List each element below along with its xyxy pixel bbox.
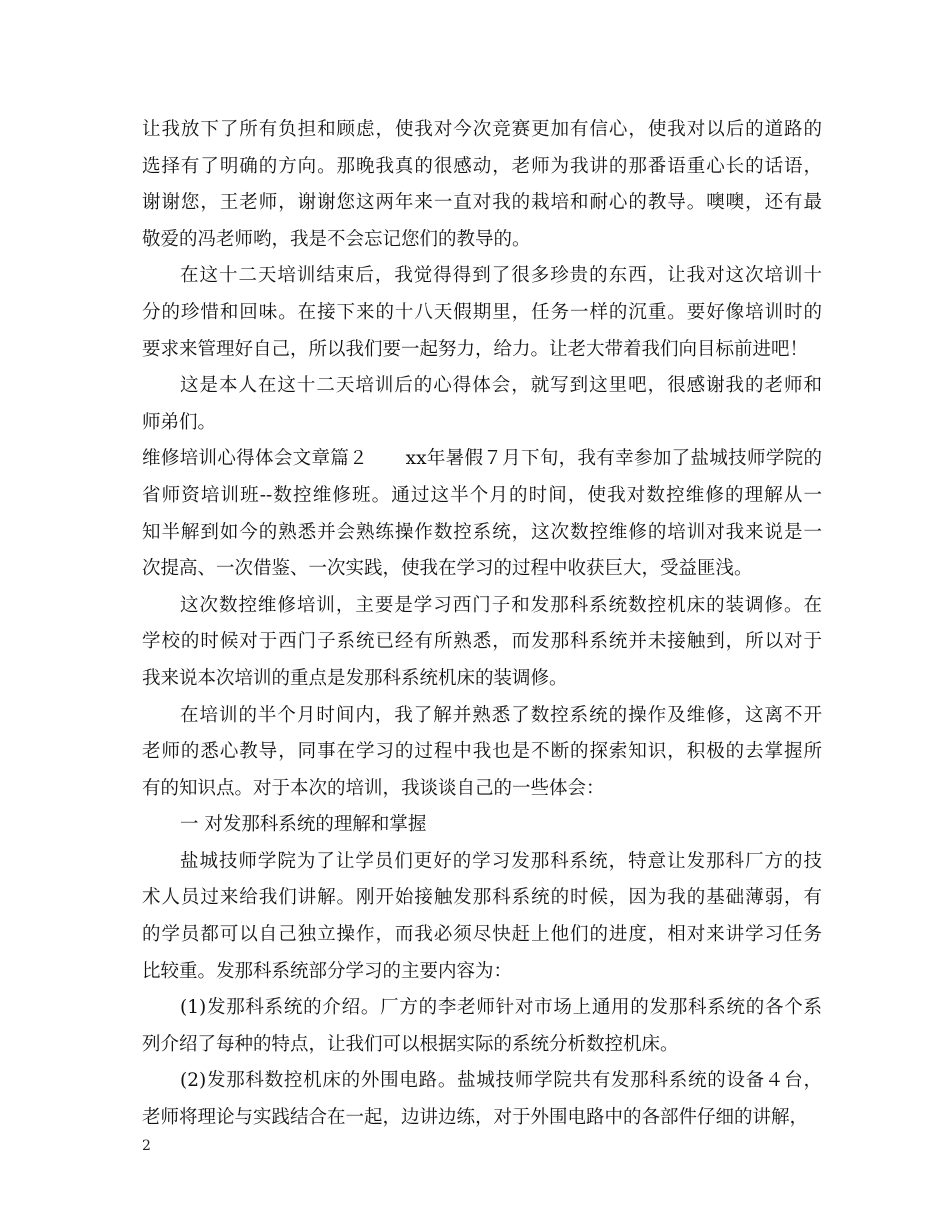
- text-line: 要求来管理好自己，所以我们要一起努力，给力。让老大带着我们向目标前进吧！: [142, 338, 809, 360]
- text-line: 谢谢您，王老师，谢谢您这两年来一直对我的栽培和耐心的教导。噢噢，还有最: [142, 192, 822, 214]
- text-line: (2)发那科数控机床的外围电路。盐城技师学院共有发那科系统的设备４台，: [180, 1070, 822, 1092]
- paragraph: [142, 698, 822, 808]
- text-line: 学校的时候对于西门子系统已经有所熟悉，而发那科系统并未接触到，所以对于: [142, 631, 822, 653]
- text-line: 我来说本次培训的重点是发那科系统机床的装调修。: [142, 667, 568, 689]
- text-line: 次提高、一次借鉴、一次实践，使我在学习的过程中收获巨大，受益匪浅。: [142, 558, 753, 580]
- text-line: 知半解到如今的熟悉并会熟练操作数控系统，这次数控维修的培训对我来说是一: [142, 521, 822, 543]
- paragraph: [142, 112, 822, 258]
- paragraph: [142, 1063, 822, 1136]
- text-line: 让我放下了所有负担和顾虑，使我对今次竞赛更加有信心，使我对以后的道路的: [142, 119, 822, 140]
- text-line: 一 对发那科系统的理解和掌握: [180, 814, 427, 836]
- text-line: 比较重。发那科系统部分学习的主要内容为：: [142, 960, 513, 982]
- text-line: 老师将理论与实践结合在一起，边讲边练，对于外围电路中的各部件仔细的讲解，: [142, 1107, 809, 1129]
- page-number: 2: [142, 1138, 151, 1154]
- text-line: 在这十二天培训结束后，我觉得得到了很多珍贵的东西，让我对这次培训十: [180, 265, 822, 287]
- paragraph: [142, 990, 822, 1063]
- text-line: 盐城技师学院为了让学员们更好的学习发那科系统，特意让发那科厂方的技: [180, 850, 822, 872]
- document-body: [142, 112, 822, 1137]
- text-line: 分的珍惜和回味。在接下来的十八天假期里，任务一样的沉重。要好像培训时的: [142, 301, 822, 323]
- text-line: 在培训的半个月时间内，我了解并熟悉了数控系统的操作及维修，这离不开: [180, 704, 822, 726]
- paragraph: [142, 258, 822, 368]
- text-line: 选择有了明确的方向。那晚我真的很感动，老师为我讲的那番语重心长的话语，: [142, 155, 822, 177]
- text-line: 维修培训心得体会文章篇２ xx年暑假７月下旬，我有幸参加了盐城技师学院的: [142, 448, 822, 470]
- paragraph: [142, 368, 822, 441]
- text-line: 列介绍了每种的特点，让我们可以根据实际的系统分析数控机床。: [142, 1033, 679, 1055]
- text-line: 老师的悉心教导，同事在学习的过程中我也是不断的探索知识，积极的去掌握所: [142, 741, 822, 763]
- text-line: (1)发那科系统的介绍。厂方的李老师针对市场上通用的发那科系统的各个系: [180, 997, 822, 1019]
- paragraph: [142, 807, 822, 844]
- paragraph: [142, 441, 822, 587]
- text-line: 这是本人在这十二天培训后的心得体会，就写到这里吧，很感谢我的老师和: [180, 375, 822, 397]
- text-line: 术人员过来给我们讲解。刚开始接触发那科系统的时候，因为我的基础薄弱，有: [142, 887, 822, 909]
- text-line: 有的知识点。对于本次的培训，我谈谈自己的一些体会：: [142, 777, 605, 799]
- text-line: 省师资培训班--数控维修班。通过这半个月的时间，使我对数控维修的理解从一: [142, 484, 822, 506]
- text-line: 师弟们。: [142, 411, 217, 433]
- text-line: 这次数控维修培训，主要是学习西门子和发那科系统数控机床的装调修。在: [180, 594, 822, 616]
- paragraph: [142, 844, 822, 990]
- text-line: 敬爱的冯老师哟，我是不会忘记您们的教导的。: [142, 228, 531, 250]
- paragraph: [142, 588, 822, 698]
- text-line: 的学员都可以自己独立操作，而我必须尽快赶上他们的进度，相对来讲学习任务: [142, 924, 822, 946]
